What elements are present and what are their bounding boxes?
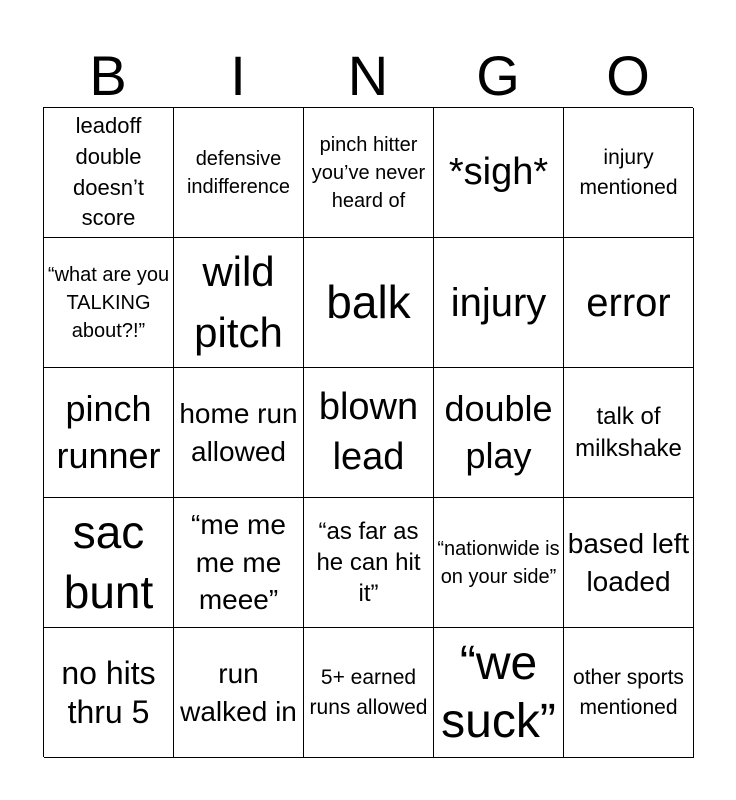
bingo-cell[interactable]: “nationwide is on your side” xyxy=(434,498,564,628)
bingo-cell[interactable]: blown lead xyxy=(304,368,434,498)
bingo-cell[interactable]: other sports mentioned xyxy=(564,628,694,758)
bingo-cell[interactable]: leadoff double doesn’t score xyxy=(44,108,174,238)
bingo-board xyxy=(43,107,693,757)
header-letter-b: B xyxy=(89,44,127,107)
bingo-cell[interactable]: based left loaded xyxy=(564,498,694,628)
header-letter-g: G xyxy=(476,44,520,107)
bingo-cell[interactable]: “me me me me meee” xyxy=(174,498,304,628)
header-letter-n: N xyxy=(347,44,389,107)
bingo-cell[interactable]: “as far as he can hit it” xyxy=(304,498,434,628)
bingo-cell[interactable]: home run allowed xyxy=(174,368,304,498)
header-letter-o: O xyxy=(606,44,650,107)
bingo-cell[interactable]: injury mentioned xyxy=(564,108,694,238)
bingo-cell[interactable]: “what are you TALKING about?!” xyxy=(44,238,174,368)
bingo-cell[interactable]: balk xyxy=(304,238,434,368)
bingo-cell[interactable]: error xyxy=(564,238,694,368)
bingo-cell[interactable]: defensive indifference xyxy=(174,108,304,238)
bingo-cell[interactable]: double play xyxy=(434,368,564,498)
bingo-cell[interactable]: sac bunt xyxy=(44,498,174,628)
bingo-cell[interactable]: “we suck” xyxy=(434,628,564,758)
bingo-cell[interactable]: injury xyxy=(434,238,564,368)
bingo-cell[interactable]: run walked in xyxy=(174,628,304,758)
header-letter-i: I xyxy=(230,44,246,107)
bingo-header xyxy=(43,44,693,108)
bingo-cell[interactable]: 5+ earned runs allowed xyxy=(304,628,434,758)
bingo-cell[interactable]: wild pitch xyxy=(174,238,304,368)
bingo-cell[interactable]: no hits thru 5 xyxy=(44,628,174,758)
bingo-cell[interactable]: talk of milkshake xyxy=(564,368,694,498)
bingo-cell[interactable]: pinch runner xyxy=(44,368,174,498)
bingo-cell[interactable]: pinch hitter you’ve never heard of xyxy=(304,108,434,238)
bingo-cell[interactable]: *sigh* xyxy=(434,108,564,238)
